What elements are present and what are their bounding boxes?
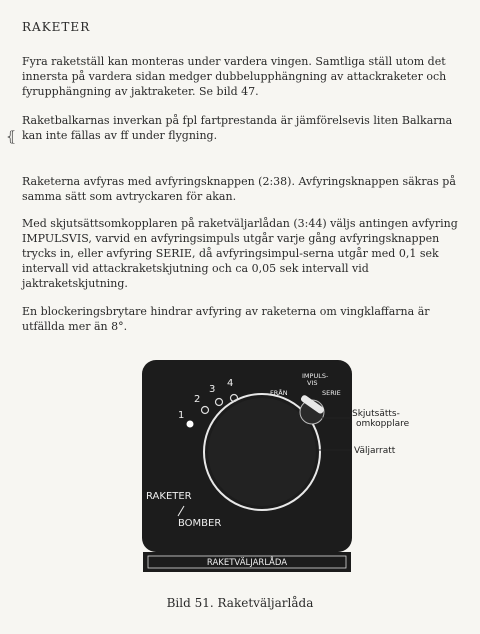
callout-valjarratt: Väljarratt	[354, 446, 396, 456]
label-fran: FRÅN	[270, 389, 288, 397]
paragraph-blocking-switch: En blockeringsbrytare hindrar avfyring av raketerna om vingklaffarna är utfällda mer än 8°.	[22, 305, 430, 333]
label-impulsvis-line1: IMPULS-	[302, 372, 329, 380]
figure-caption: Bild 51. Raketväljarlåda	[166, 596, 314, 610]
label-serie: SERIE	[322, 389, 341, 397]
label-bomber: BOMBER	[178, 518, 222, 529]
position-lamp-1	[187, 421, 194, 428]
callout-skjutsatts-line2: omkopplare	[356, 419, 410, 429]
position-label-4: 4	[227, 378, 234, 389]
nameplate-label: RAKETVÄLJARLÅDA	[206, 558, 288, 568]
callout-skjutsatts-line1: Skjutsätts-	[352, 409, 400, 419]
section-heading: RAKETER	[22, 20, 91, 34]
paragraph-firing-button: Raketerna avfyras med avfyringsknappen (2:38). Avfyringsknappen säkras på samma sätt som avtryckaren för akan.	[22, 175, 456, 203]
position-label-1: 1	[178, 410, 185, 421]
margin-brace-mark: ⦃	[6, 129, 17, 145]
position-label-3: 3	[209, 384, 216, 395]
paragraph-rocket-racks: Fyra raketställ kan monteras under vardera vingen. Samtliga ställ utom det innersta på vardera sidan medger dubbelupphängning av attackraketer och fyrupphängning av jaktraketer. Se bild 47.	[22, 55, 447, 98]
rocket-selector-box-figure	[0, 340, 480, 610]
paragraph-rocket-beams: Raketbalkarnas inverkan på fpl fartprestanda är jämförelsevis liten Balkarna kan inte fällas av ff under flygning.	[22, 114, 453, 142]
label-impulsvis-line2: VIS	[307, 379, 318, 387]
paragraph-firing-mode-switch: Med skjutsättsomkopplaren på raketväljarlådan (3:44) väljs antingen avfyring IMPULSVIS, varvid en avfyringsimpuls utgår varje gång avfyringsknappen trycks in, eller avfyring SERIE, då avfyringsimpul-serna utgår med 0,1 sek intervall vid attackraketskjutning och ca 0,05 sek intervall vid jaktraketskjutning.	[22, 217, 458, 290]
position-label-2: 2	[194, 394, 201, 405]
label-raketer: RAKETER	[146, 491, 192, 502]
